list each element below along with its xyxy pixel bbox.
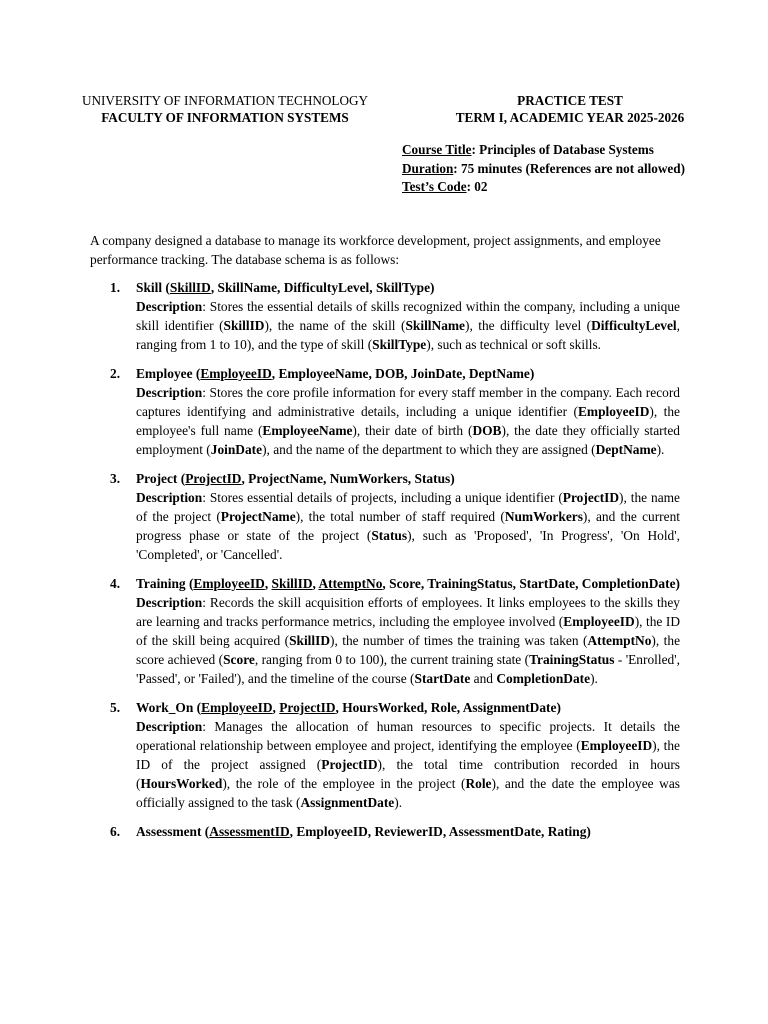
attr-ref: Role	[465, 776, 492, 791]
description-label: Description	[136, 490, 203, 505]
relation-description	[136, 297, 680, 354]
primary-key-attr: EmployeeID	[200, 366, 272, 381]
desc-text: : Manages the allocation of human resources to specific projects. It details the operational relationship between employee and project, identifying the employee (	[136, 719, 680, 753]
relation-attrs: , EmployeeID, ReviewerID, AssessmentDate, Rating)	[289, 824, 591, 839]
attr-ref: SkillType	[372, 337, 427, 352]
attr-ref: Status	[371, 528, 408, 543]
desc-text: : Records the skill acquisition efforts of employees. It links employees to the skills they are learning and tracks performance metrics, including the employee involved (	[136, 595, 680, 629]
course-title-value: : Principles of Database Systems	[471, 142, 654, 157]
desc-text: ), the name of the project (	[136, 490, 680, 524]
attr-ref: SkillID	[289, 633, 330, 648]
relation-heading	[136, 822, 680, 841]
attr-ref: Score	[223, 652, 255, 667]
relation-description	[136, 383, 680, 459]
duration-label: Duration	[402, 160, 454, 176]
desc-text: - 'Enrolled', 'Passed', or 'Failed'), and the timeline of the course (	[136, 652, 680, 686]
attr-ref: ProjectName	[220, 509, 296, 524]
relation-attrs: , HoursWorked, Role, AssignmentDate)	[335, 700, 561, 715]
item-number: 2.	[110, 366, 121, 381]
primary-key-attr: ProjectID	[279, 700, 336, 715]
desc-text: ), and the date the employee was officially assigned to the task (	[136, 776, 680, 810]
attr-ref: AssignmentDate	[300, 795, 395, 810]
primary-key-attr: EmployeeID	[193, 576, 265, 591]
intro-paragraph: A company designed a database to manage its workforce development, project assignments, and employee performance tracking. The database schema is as follows:	[90, 233, 661, 267]
relation-name: Work_On (	[136, 700, 202, 715]
attr-ref: SkillName	[405, 318, 465, 333]
desc-text: , ranging from 1 to 10), and the type of skill (	[136, 318, 680, 352]
test-title: PRACTICE TEST	[517, 93, 623, 108]
primary-key-attr: EmployeeID	[201, 700, 273, 715]
attr-ref: JoinDate	[210, 442, 263, 457]
item-number: 5.	[110, 700, 121, 715]
duration-value: : 75 minutes (References are not allowed)	[453, 160, 686, 176]
desc-text: ).	[394, 795, 403, 810]
item-number: 4.	[110, 576, 121, 591]
relation-heading	[136, 574, 680, 593]
course-title-label: Course Title	[402, 142, 472, 157]
relation-heading	[136, 698, 680, 717]
item-number: 1.	[110, 280, 121, 295]
relation-heading	[136, 278, 680, 297]
description-label: Description	[136, 719, 203, 734]
desc-text: ), such as technical or soft skills.	[426, 337, 602, 352]
primary-key-attr: SkillID	[271, 576, 313, 591]
desc-text: ), the total time contribution recorded in hours (	[136, 757, 680, 791]
primary-key-attr: SkillID	[169, 280, 211, 295]
university-name: UNIVERSITY OF INFORMATION TECHNOLOGY	[81, 93, 369, 108]
attr-ref: AttemptNo	[587, 633, 652, 648]
desc-text: ), the role of the employee in the project (	[222, 776, 466, 791]
relation-heading	[136, 364, 680, 383]
desc-text: ), the date they officially started employment (	[136, 423, 681, 457]
test-header	[430, 92, 710, 126]
primary-key-attr: AttemptNo	[318, 576, 383, 591]
relation-attrs: , SkillName, DifficultyLevel, SkillType)	[210, 280, 435, 295]
schema-item	[90, 574, 680, 688]
primary-key-attr: ProjectID	[185, 471, 242, 486]
term-label: TERM I, ACADEMIC YEAR 2025-2026	[455, 110, 685, 125]
desc-text: ), the name of the skill (	[264, 318, 406, 333]
key-separator: ,	[312, 576, 319, 591]
attr-ref: StartDate	[414, 671, 471, 686]
desc-text: ), the total number of staff required (	[295, 509, 505, 524]
relation-name: Assessment (	[136, 824, 210, 839]
attr-ref: TrainingStatus	[529, 652, 615, 667]
relation-attrs: , EmployeeName, DOB, JoinDate, DeptName)	[271, 366, 535, 381]
desc-text: ), the number of times the training was taken (	[330, 633, 588, 648]
attr-ref: DifficultyLevel	[591, 318, 677, 333]
item-number: 3.	[110, 471, 121, 486]
desc-text: : Stores essential details of projects, including a unique identifier (	[202, 490, 563, 505]
key-separator: ,	[272, 700, 280, 715]
attr-ref: EmployeeID	[577, 404, 650, 419]
desc-text: ).	[590, 671, 598, 686]
description-label: Description	[136, 595, 203, 610]
desc-text: ), such as 'Proposed', 'In Progress', 'On Hold', 'Completed', or 'Cancelled'.	[136, 528, 680, 562]
desc-text: : Stores the essential details of skills recognized within the company, including a unique skill identifier (	[136, 299, 680, 333]
attr-ref: ProjectID	[562, 490, 620, 505]
test-code-line	[402, 178, 732, 197]
relation-name: Skill (	[136, 280, 170, 295]
attr-ref: DeptName	[595, 442, 657, 457]
desc-text: ), the ID of the skill being acquired (	[136, 614, 680, 648]
relation-name: Employee (	[136, 366, 201, 381]
desc-text: ), the employee's full name (	[136, 404, 681, 438]
attr-ref: DOB	[472, 423, 502, 438]
desc-text: and	[470, 671, 497, 686]
test-code-value: : 02	[466, 179, 488, 195]
desc-text: ), the score achieved (	[136, 633, 681, 667]
schema-item	[90, 469, 680, 564]
relation-description	[136, 593, 680, 688]
desc-text: : Stores the core profile information for every staff member in the company. Each record captures identifying and administrative details, including a unique identifier (	[136, 385, 680, 419]
relation-description	[136, 717, 680, 812]
desc-text: ), their date of birth (	[352, 423, 473, 438]
schema-item	[90, 698, 680, 812]
attr-ref: ProjectID	[321, 757, 378, 772]
desc-text: ), the difficulty level (	[465, 318, 592, 333]
item-number: 6.	[110, 824, 121, 839]
attr-ref: EmployeeID	[580, 738, 653, 753]
duration-line	[402, 160, 732, 179]
desc-text: ), and the name of the department to which they are assigned (	[262, 442, 596, 457]
key-separator: ,	[264, 576, 272, 591]
test-code-label: Test’s Code	[402, 179, 467, 195]
attr-ref: SkillID	[223, 318, 265, 333]
schema-item	[90, 364, 680, 459]
institution-header	[70, 92, 380, 126]
desc-text: ), the ID of the project assigned (	[136, 738, 681, 772]
attr-ref: NumWorkers	[504, 509, 583, 524]
relation-name: Project (	[136, 471, 186, 486]
relation-heading	[136, 469, 680, 488]
attr-ref: CompletionDate	[496, 671, 591, 686]
relation-attrs: , ProjectName, NumWorkers, Status)	[241, 471, 455, 486]
schema-item	[90, 822, 680, 841]
attr-ref: EmployeeID	[563, 614, 635, 629]
relation-description	[136, 488, 680, 564]
relation-attrs: , Score, TrainingStatus, StartDate, CompletionDate)	[382, 576, 680, 591]
description-label: Description	[136, 299, 203, 314]
faculty-name: FACULTY OF INFORMATION SYSTEMS	[101, 110, 349, 125]
relation-name: Training (	[136, 576, 194, 591]
desc-text: ).	[656, 442, 665, 457]
course-title-line	[402, 141, 732, 160]
primary-key-attr: AssessmentID	[209, 824, 290, 839]
desc-text: ), and the current progress phase or state of the project (	[136, 509, 680, 543]
desc-text: , ranging from 0 to 100), the current training state (	[254, 652, 530, 667]
course-info	[402, 141, 732, 197]
schema-item	[90, 278, 680, 354]
schema-list	[90, 278, 680, 851]
attr-ref: HoursWorked	[140, 776, 223, 791]
description-label: Description	[136, 385, 203, 400]
attr-ref: EmployeeName	[262, 423, 353, 438]
